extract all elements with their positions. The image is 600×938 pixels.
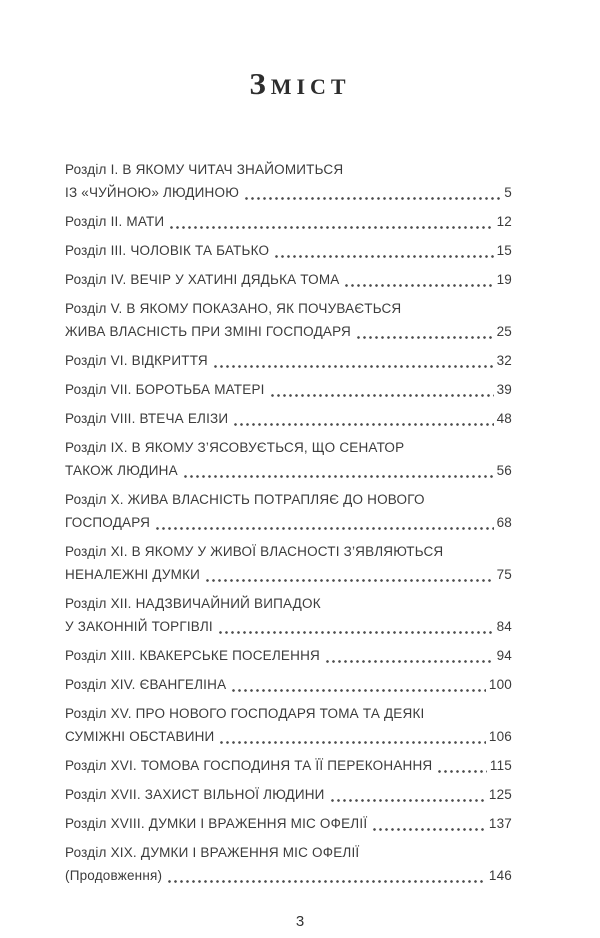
toc-entry-text: Розділ II. МАТИ [65,214,165,229]
dot-leader [184,475,494,478]
dot-leader [373,828,486,831]
toc-entry-text: Розділ XV. ПРО НОВОГО ГОСПОДАРЯ ТОМА ТА ДЕЯКІ [65,706,425,721]
toc-entry-line [65,644,512,667]
toc-entry-text: Розділ IX. В ЯКОМУ З’ЯСОВУЄТЬСЯ, ЩО СЕНАТОР [65,440,405,455]
toc-entry-line [65,615,512,638]
toc-entry-text: Розділ XIII. КВАКЕРСЬКЕ ПОСЕЛЕННЯ [65,648,320,663]
toc-entry-text: Розділ VI. ВІДКРИТТЯ [65,353,208,368]
toc-entry-page: 84 [496,619,512,634]
toc-entry-line [65,268,512,291]
toc-entry [65,841,512,887]
toc-entry-line [65,754,512,777]
page-number: 3 [295,913,305,930]
toc-entry-page: 115 [489,758,512,773]
toc-entry [65,644,512,667]
toc-entry-text: Розділ XIX. ДУМКИ І ВРАЖЕННЯ МІС ОФЕЛІЇ [65,845,360,860]
dot-leader [232,689,486,692]
toc-entry-text: ЖИВА ВЛАСНІСТЬ ПРИ ЗМІНІ ГОСПОДАРЯ [65,324,351,339]
dot-leader [326,660,494,663]
toc-entry-page: 137 [488,816,512,831]
toc-entry-text: Розділ XVII. ЗАХИСТ ВІЛЬНОЇ ЛЮДИНИ [65,787,325,802]
dot-leader [214,365,494,368]
toc-entry-text: Розділ VII. БОРОТЬБА МАТЕРІ [65,382,265,397]
toc-entry-line [65,864,512,887]
dot-leader [331,799,486,802]
toc-entry-line [65,436,512,459]
toc-entry-line [65,210,512,233]
toc-entry-page: 146 [488,868,512,883]
toc-entry-page: 25 [496,324,512,339]
toc-entry [65,268,512,291]
dot-leader [234,423,493,426]
toc-entry-text: ГОСПОДАРЯ [65,515,151,530]
toc-entry-line [65,702,512,725]
toc-entry [65,239,512,262]
toc-entry-line [65,725,512,748]
toc-entry-line [65,349,512,372]
toc-entry-page: 68 [496,515,512,530]
toc-entry [65,349,512,372]
dot-leader [220,741,485,744]
dot-leader [275,255,493,258]
toc-entry [65,488,512,534]
toc-entry-text: НЕНАЛЕЖНІ ДУМКИ [65,567,201,582]
toc-entry [65,297,512,343]
dot-leader [245,197,501,200]
dot-leader [438,770,487,773]
dot-leader [345,284,493,287]
toc-entry-page: 56 [496,463,512,478]
toc-entry-page: 39 [496,382,512,397]
toc-entry [65,540,512,586]
toc-entry-line [65,841,512,864]
dot-leader [357,336,494,339]
toc-entry [65,673,512,696]
toc-entry [65,378,512,401]
toc-entry-line [65,158,512,181]
dot-leader [168,880,486,883]
toc-entry-text: У ЗАКОННІЙ ТОРГІВЛІ [65,619,213,634]
toc-entry-page: 106 [488,729,512,744]
toc-entry-page: 125 [488,787,512,802]
toc-entry-line [65,407,512,430]
toc-entry-text: Розділ XVI. ТОМОВА ГОСПОДИНЯ ТА ЇЇ ПЕРЕКОНАННЯ [65,758,433,773]
toc-entry-page: 100 [488,677,512,692]
toc-entry [65,702,512,748]
toc-entry-page: 5 [504,185,512,200]
toc-entry-line [65,783,512,806]
toc-entry-line [65,378,512,401]
toc-entry-page: 48 [496,411,512,426]
toc-entry-text: Розділ XII. НАДЗВИЧАЙНИЙ ВИПАДОК [65,596,321,611]
toc-entry-page: 32 [496,353,512,368]
toc-entry-text: ТАКОЖ ЛЮДИНА [65,463,178,478]
toc-entry [65,783,512,806]
toc-entry [65,754,512,777]
toc-entry-line [65,673,512,696]
toc-entry-page: 15 [496,243,512,258]
toc-entry-line [65,812,512,835]
toc-entry-text: Розділ I. В ЯКОМУ ЧИТАЧ ЗНАЙОМИТЬСЯ [65,162,344,177]
toc-entry-page: 94 [496,648,512,663]
toc-entry-text: СУМІЖНІ ОБСТАВИНИ [65,729,215,744]
toc-entry-page: 19 [496,272,512,287]
toc-entry [65,436,512,482]
dot-leader [206,579,494,582]
toc-entry-text: Розділ X. ЖИВА ВЛАСНІСТЬ ПОТРАПЛЯЄ ДО НОВОГО [65,492,425,507]
toc-entry [65,210,512,233]
dot-leader [271,394,494,397]
toc-entry-line [65,297,512,320]
toc-entry-text: Розділ XVIII. ДУМКИ І ВРАЖЕННЯ МІС ОФЕЛІЇ [65,816,368,831]
toc-entry-text: (Продовження) [65,868,163,883]
toc-entry-line [65,540,512,563]
toc-entry-line [65,563,512,586]
toc-entry-line [65,239,512,262]
toc-entry-text: Розділ XI. В ЯКОМУ У ЖИВОЇ ВЛАСНОСТІ З’ЯВЛЯЮТЬСЯ [65,544,444,559]
toc-entry-text: ІЗ «ЧУЙНОЮ» ЛЮДИНОЮ [65,185,240,200]
toc-entry [65,407,512,430]
toc-entry-page: 12 [496,214,512,229]
toc-entry-line [65,592,512,615]
page-title: Зміст [249,66,351,101]
toc-entry-line [65,488,512,511]
dot-leader [219,631,494,634]
toc-entry-text: Розділ III. ЧОЛОВІК ТА БАТЬКО [65,243,270,258]
toc-entry-text: Розділ V. В ЯКОМУ ПОКАЗАНО, ЯК ПОЧУВАЄТЬСЯ [65,301,402,316]
dot-leader [156,527,493,530]
toc-entry-line [65,181,512,204]
toc-entry-line [65,511,512,534]
toc-entry-text: Розділ IV. ВЕЧІР У ХАТИНІ ДЯДЬКА ТОМА [65,272,340,287]
dot-leader [170,226,493,229]
toc-entry-text: Розділ VIII. ВТЕЧА ЕЛІЗИ [65,411,229,426]
toc-entry [65,592,512,638]
toc-entry [65,812,512,835]
toc-list [0,102,600,887]
toc-entry-page: 75 [496,567,512,582]
toc-entry-line [65,459,512,482]
toc-entry-line [65,320,512,343]
toc-entry-text: Розділ XIV. ЄВАНГЕЛІНА [65,677,227,692]
toc-entry [65,158,512,204]
